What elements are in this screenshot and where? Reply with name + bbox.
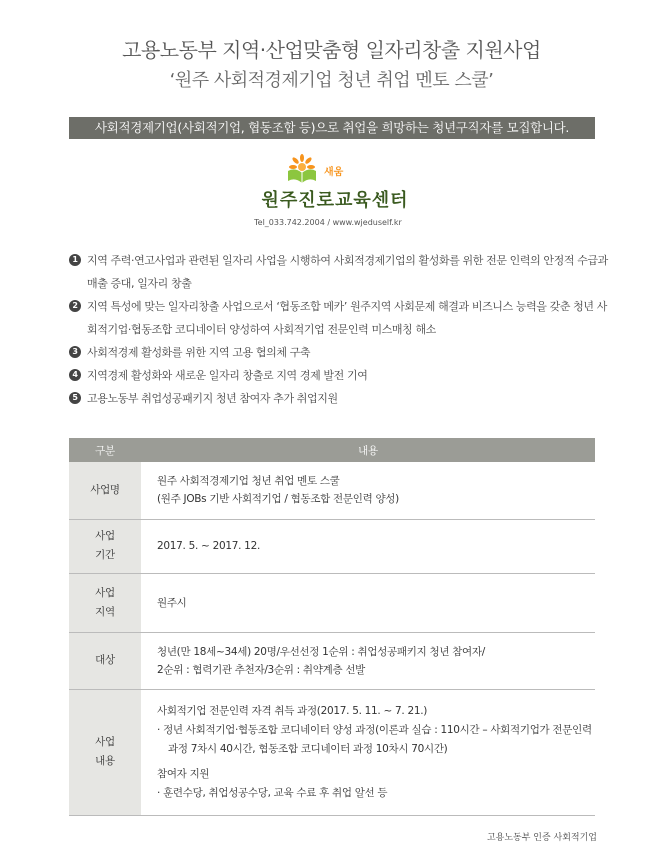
label-line: 지역 xyxy=(95,605,115,618)
table-row xyxy=(69,462,595,519)
row-label: 대상 xyxy=(69,632,141,689)
bullet-list xyxy=(69,249,609,410)
content-line: 원주 사회적경제기업 청년 취업 멘토 스쿨 xyxy=(157,475,340,488)
list-item xyxy=(69,249,609,295)
label-line: 기간 xyxy=(95,549,115,561)
list-item-text: 사회적경제 활성화를 위한 지역 고용 협의체 구축 xyxy=(87,346,311,359)
table-row xyxy=(69,632,595,689)
logo-name: 원주진로교육센터 xyxy=(261,190,409,211)
row-label xyxy=(69,573,141,632)
row-content xyxy=(141,632,595,689)
list-item-text: 지역 특성에 맞는 일자리창출 사업으로서 ‘협동조합 메카’ 원주지역 사회문제 해결과 비즈니스 능력을 갖춘 청년 사회적기업·협동조합 코디네이터 양성하여 사회적기업 전문인력 미스매칭 해소 xyxy=(87,300,607,336)
list-item xyxy=(69,341,609,364)
table-row xyxy=(69,519,595,573)
number-badge: 2 xyxy=(69,300,81,312)
content-line: 과정 7차시 40시간, 협동조합 코디네이터 과정 10차시 70시간) xyxy=(168,742,448,755)
content-heading: 참여자 지원 xyxy=(157,767,210,780)
page-subtitle: ‘원주 사회적경제기업 청년 취업 멘토 스쿨’ xyxy=(169,70,494,91)
list-item xyxy=(69,295,609,341)
list-item-text: 지역 주력·연고사업과 관련된 일자리 사업을 시행하여 사회적경제기업의 활성화를 위한 전문 인력의 안정적 수급과 매출 증대, 일자리 창출 xyxy=(87,254,608,290)
page-title: 고용노동부 지역·산업맞춤형 일자리창출 지원사업 xyxy=(122,38,541,62)
content-line: · 훈련수당, 취업성공수당, 교육 수료 후 취업 알선 등 xyxy=(157,786,388,799)
table-row xyxy=(69,689,595,815)
row-label xyxy=(69,519,141,573)
content-line: 2017. 5. ~ 2017. 12. xyxy=(157,540,260,552)
header-content: 내용 xyxy=(141,438,595,462)
list-item xyxy=(69,364,609,387)
table-header-row xyxy=(69,438,595,462)
label-line: 내용 xyxy=(95,755,115,767)
logo-contact: Tel_033.742.2004 / www.wjeduself.kr xyxy=(254,218,402,227)
label-line: 사업 xyxy=(95,736,115,748)
label-line: 사업 xyxy=(95,530,115,542)
row-content xyxy=(141,519,595,573)
recruitment-banner: 사회적경제기업(사회적기업, 협동조합 등)으로 취업을 희망하는 청년구직자를 모집합니다. xyxy=(69,117,595,139)
footer-text: 고용노동부 인증 사회적기업 xyxy=(486,833,597,843)
content-line: (원주 JOBs 기반 사회적기업 / 협동조합 전문인력 양성) xyxy=(157,493,399,506)
label-line: 사업 xyxy=(95,586,115,599)
content-line: · 정년 사회적기업·협동조합 코디네이터 양성 과정(이론과 실습 : 110시간 – 사회적기업가 전문인력 xyxy=(157,723,592,736)
content-heading: 사회적기업 전문인력 자격 취득 과정(2017. 5. 11. ~ 7. 21.) xyxy=(157,704,428,717)
list-item-text: 고용노동부 취업성공패키지 청년 참여자 추가 취업지원 xyxy=(87,392,338,405)
content-line: 원주시 xyxy=(157,596,187,609)
row-content xyxy=(141,689,595,815)
number-badge: 1 xyxy=(69,254,81,266)
number-badge: 4 xyxy=(69,369,81,381)
row-content xyxy=(141,573,595,632)
number-badge: 3 xyxy=(69,346,81,358)
content-line: 청년(만 18세~34세) 20명/우선선정 1순위 : 취업성공패키지 청년 참여자/ xyxy=(157,645,485,658)
list-item-text: 지역경제 활성화와 새로운 일자리 창출로 지역 경제 발전 기여 xyxy=(87,369,368,382)
row-label: 사업명 xyxy=(69,462,141,519)
info-table xyxy=(69,438,595,816)
logo-small-text: 새움 xyxy=(324,167,344,178)
table-row xyxy=(69,573,595,632)
number-badge: 5 xyxy=(69,392,81,404)
header-category: 구분 xyxy=(69,438,141,462)
content-line: 2순위 : 협력기관 추천자/3순위 : 취약계층 선발 xyxy=(157,663,366,676)
row-label xyxy=(69,689,141,815)
row-content xyxy=(141,462,595,519)
list-item xyxy=(69,387,609,410)
